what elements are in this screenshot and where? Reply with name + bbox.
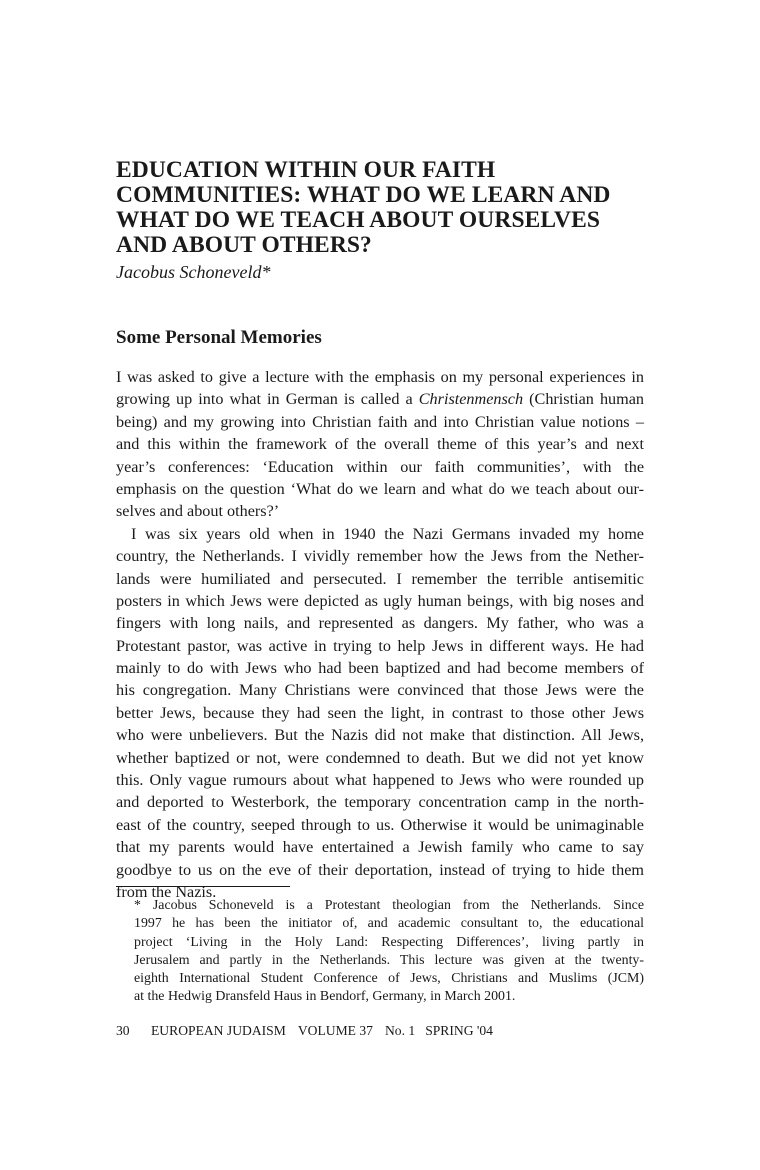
text-line: whether baptized or not, were condemned to death. But we did not yet know — [116, 748, 644, 767]
text-line: and deported to Westerbork, the temporary concentration camp in the north- — [116, 793, 644, 812]
text-line: Protestant pastor, was active in trying to help Jews in different ways. He had — [116, 636, 644, 655]
text-segment: growing up into what in German is called a — [116, 390, 419, 409]
title-line: AND ABOUT OTHERS? — [116, 232, 372, 258]
author-byline: Jacobus Schoneveld* — [116, 262, 271, 282]
text-line: fingers with long nails, and represented as dangers. My father, who was a — [116, 614, 644, 633]
journal-volume: VOLUME 37 — [297, 1023, 373, 1038]
text-line: being) and my growing into Christian faith and into Christian value notions – — [116, 412, 644, 431]
footnote-line: project ‘Living in the Holy Land: Respecting Differences’, living partly in — [134, 934, 644, 950]
footnote-line: Jerusalem and partly in the Netherlands. This lecture was given at the twenty- — [134, 952, 644, 968]
journal-season: SPRING '04 — [425, 1023, 493, 1038]
section-heading: Some Personal Memories — [116, 327, 322, 348]
text-line: goodbye to us on the eve of their deportation, instead of trying to hide them — [116, 860, 644, 879]
footnote-line: at the Hedwig Dransfeld Haus in Bendorf, Germany, in March 2001. — [134, 989, 516, 1005]
text-line: year’s conferences: ‘Education within our faith communities’, with the — [116, 457, 644, 476]
text-line — [116, 388, 644, 410]
text-line: east of the country, seeped through to us. Otherwise it would be unimaginable — [116, 815, 644, 834]
text-line: I was six years old when in 1940 the Nazi Germans invaded my home — [131, 524, 644, 543]
text-line: this. Only vague rumours about what happened to Jews who were rounded up — [116, 771, 644, 790]
text-line: that my parents would have entertained a Jewish family who came to say — [116, 838, 644, 857]
italic-term: Christenmensch — [418, 390, 524, 409]
text-line: posters in which Jews were depicted as ugly human beings, with big noses and — [116, 591, 644, 610]
footnote-line: eighth International Student Conference of Jews, Christians and Muslims (JCM) — [134, 971, 644, 987]
footnote-line: * Jacobus Schoneveld is a Protestant theologian from the Netherlands. Since — [134, 898, 644, 913]
text-line: lands were humiliated and persecuted. I remember the terrible antisemitic — [116, 569, 644, 588]
text-line: his congregation. Many Christians were convinced that those Jews were the — [116, 681, 644, 700]
title-line: COMMUNITIES: WHAT DO WE LEARN AND — [116, 182, 611, 208]
text-segment: (Christian human — [523, 390, 644, 409]
paragraph-1 — [116, 366, 644, 523]
title-line: WHAT DO WE TEACH ABOUT OURSELVES — [116, 207, 601, 233]
footnote — [134, 897, 644, 1007]
paragraph-2 — [116, 523, 644, 904]
text-line: and this within the framework of the overall theme of this year’s and next — [116, 435, 644, 454]
text-line: country, the Netherlands. I vividly remember how the Jews from the Nether- — [116, 547, 644, 566]
text-line: better Jews, because they had seen the light, in contrast to those other Jews — [116, 703, 644, 722]
text-line: from the Nazis. — [116, 882, 217, 901]
text-line: mainly to do with Jews who had been baptized and had become members of — [116, 659, 644, 678]
text-line: who were unbelievers. But the Nazis did not make that distinction. All Jews, — [116, 726, 644, 745]
text-line: I was asked to give a lecture with the emphasis on my personal experiences in — [116, 368, 644, 386]
page-footer — [116, 1022, 493, 1040]
article-page — [116, 158, 644, 903]
page-number: 30 — [116, 1023, 130, 1038]
footnote-line: 1997 he has been the initiator of, and academic consultant to, the educational — [134, 916, 644, 932]
body-text — [116, 366, 644, 903]
text-line: emphasis on the question ‘What do we learn and what do we teach about our- — [116, 479, 644, 498]
journal-name: EUROPEAN JUDAISM — [151, 1023, 286, 1038]
text-line: selves and about others?’ — [116, 502, 280, 521]
footnote-divider — [116, 886, 290, 887]
title-line: EDUCATION WITHIN OUR FAITH — [116, 157, 496, 183]
article-title — [116, 158, 644, 258]
journal-issue: No. 1 — [384, 1023, 416, 1038]
